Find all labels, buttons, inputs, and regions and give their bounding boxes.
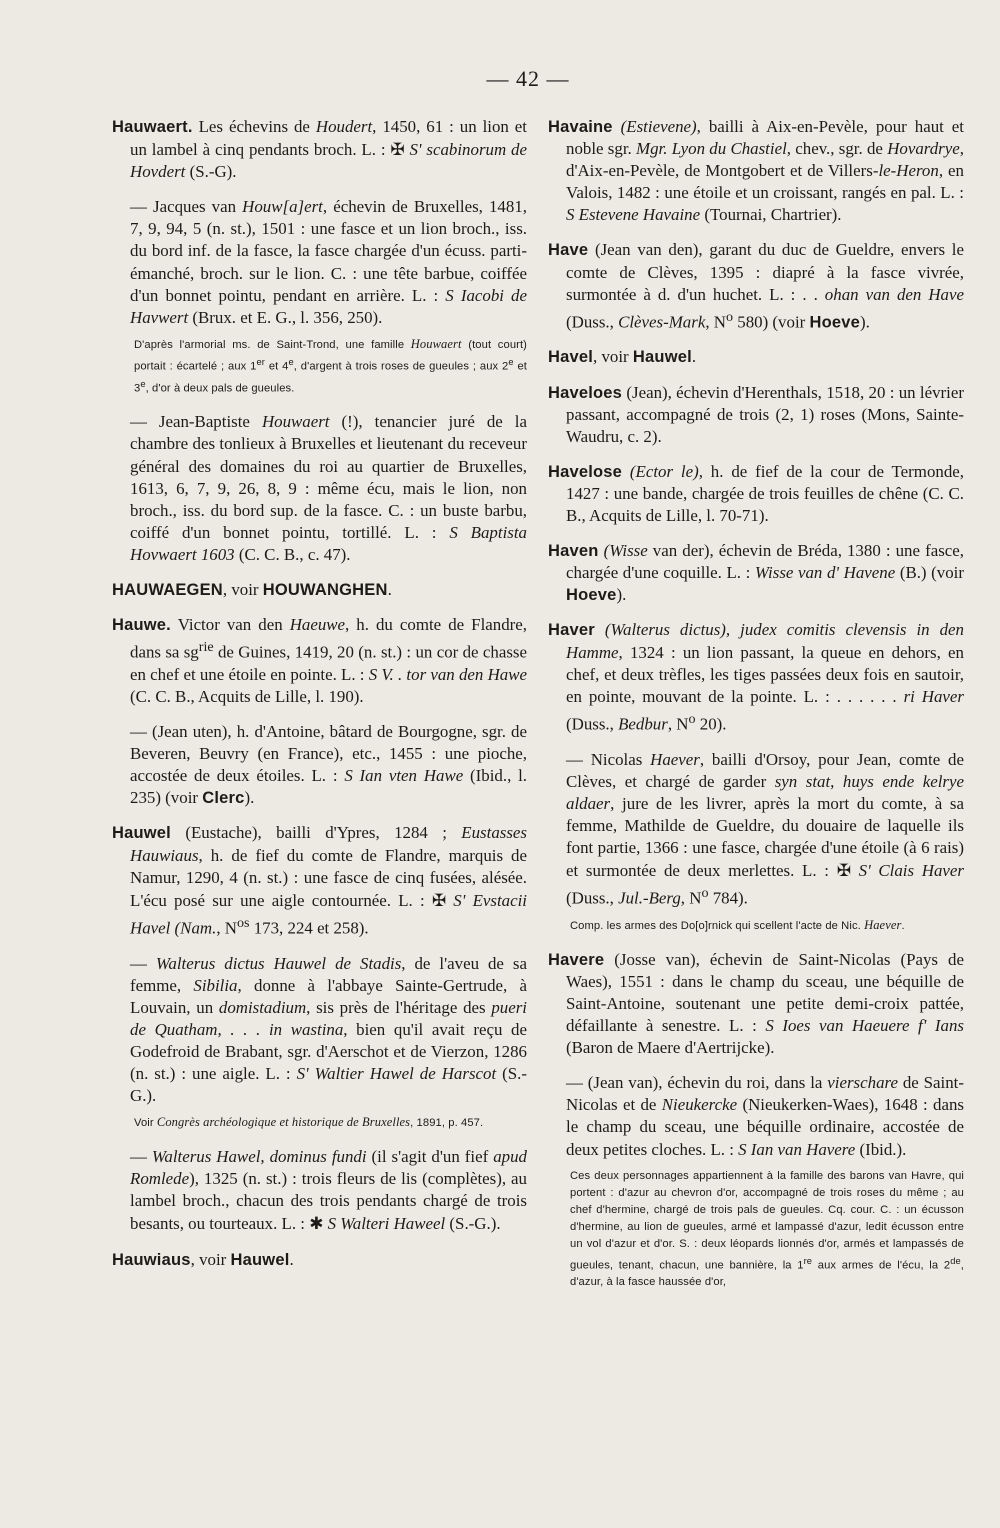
dictionary-entry: — Jacques van Houw[a]ert, échevin de Bruxelles, 1481, 7, 9, 94, 5 (n. st.), 1501 : une fasce et un lion broch., iss. du bord inf. de la fasce, la fasce chargée d'un écuss. parti-émanché, broch. sur le lion. C. : une tête barbue, coiffée d'un bonnet pointu, pendant en arrière. L. : S Iacobi de Havwert (Brux. et E. G., l. 356, 250). [130, 197, 527, 327]
left-column [112, 116, 527, 1284]
dictionary-entry: — Jean-Baptiste Houwaert (!), tenancier juré de la chambre des tonlieux à Bruxelles et lieutenant du receveur général des domaines du roi au quartier de Bruxelles, 1613, 6, 7, 9, 26, 8, 9 : même écu, mais le lion, non broch., iss. du bord sup. de la fasce. C. : un buste barbu, coiffé d'un bonnet pointu, tortillé. L. : S Baptista Hovwaert 1603 (C. C. B., c. 47). [130, 412, 527, 564]
footnote: Comp. les armes des Do[o]rnick qui scellent l'acte de Nic. Haever. [570, 917, 905, 932]
footnote: D'après l'armorial ms. de Saint-Trond, une famille Houwaert (tout court) portait : écartelé ; aux 1er et 4e, d'argent à trois roses de gueules ; aux 2e et 3e, d'or à deux pals de gueules. [134, 336, 527, 395]
dictionary-entry: Havelose (Ector le), h. de fief de la cour de Termonde, 1427 : une bande, chargée de trois feuilles de chêne (C. C. B., Acquits de Lille, l. 70-71). [548, 461, 964, 526]
dictionary-entry: Hauwaert. Les échevins de Houdert, 1450, 61 : un lion et un lambel à cinq pendants broch. L. : ✠ S' scabinorum de Hovdert (S.-G). [112, 117, 527, 182]
footnote: Voir Congrès archéologique et historique de Bruxelles, 1891, p. 457. [134, 1115, 484, 1130]
dictionary-entry: Havaine (Estievene), bailli à Aix-en-Pevèle, pour haut et noble sgr. Mgr. Lyon du Chastiel, chev., sgr. de Hovardrye, d'Aix-en-Pevèle, de Montgobert et de Villers-le-Heron, en Valois, 1482 : une étoile et un croissant, rangés en pal. L. : S Estevene Havaine (Tournai, Chartrier). [548, 117, 964, 225]
dictionary-entry: Hauwel (Eustache), bailli d'Ypres, 1284 ; Eustasses Hauwiaus, h. de fief du comte de Flandre, marquis de Namur, 1290, 4 (n. st.) : une fasce de cinq fusées, alésée. L'écu posé sur une aigle contournée. L. : ✠ S' Evstacii Havel (Nam., $N^{os}$ 173, 224 et 258). [112, 823, 527, 938]
dictionary-entry: — Walterus dictus Hauwel de Stadis, de l'aveu de sa femme, Sibilia, donne à l'abbaye Sainte-Gertrude, à Louvain, un domistadium, sis près de l'héritage des pueri de Quatham, . . . in wastina, bien qu'il avait reçu de Godefroid de Brabant, sgr. d'Aerschot et de Vierzon, 1286 (n. st.) : une aigle. L. : S' Waltier Hawel de Harscot (S.-G.). [130, 953, 527, 1106]
dictionary-entry: HAUWAEGEN, voir HOUWANGHEN. [112, 579, 392, 599]
dictionary-entry: Haver (Walterus dictus), judex comitis clevensis in den Hamme, 1324 : un lion passant, la queue en dehors, en chef, et deux trèfles, les tiges passées deux fois en sautoir, en pointe, mouvant de la pointe. L. : . . . . . . ri Haver (Duss., Bedbur, $N^o$ 20). [548, 620, 964, 734]
right-column [548, 116, 964, 1305]
page-number: — 42 — [486, 66, 570, 91]
dictionary-entry: Havere (Josse van), échevin de Saint-Nicolas (Pays de Waes), 1551 : dans le champ du sceau, une béquille de Saint-Antoine, soutenant une petite demi-croix pattée, défaillante à senestre. L. : S Ioes van Haeuere f' Ians (Baron de Maere d'Aertrijcke). [548, 949, 964, 1058]
dictionary-entry: Haven (Wisse van der), échevin de Bréda, 1380 : une fasce, chargée d'une coquille. L. : Wisse van d' Havene (B.) (voir Hoeve). [548, 541, 964, 605]
dictionary-entry: — Nicolas Haever, bailli d'Orsoy, pour Jean, comte de Clèves, et chargé de garder syn stat, huys ende kelrye aldaer, jure de les livrer, après la mort du comte, à sa femme, Mathilde de Gueldre, du douaire de laquelle ils font partie, 1366 : une fasce, chargée d'une étoile (à 6 rais) et surmontée de deux merlettes. L. : ✠ S' Clais Haver (Duss., Jul.-Berg, $N^o$ 784). [566, 749, 965, 908]
dictionary-entry: Hauwe. Victor van den Haeuwe, h. du comte de Flandre, dans sa $sg^{rie}$ de Guines, 1419, 20 (n. st.) : un cor de chasse en chef et une étoile en pointe. L. : S V. . tor van den Hawe (C. C. B., Acquits de Lille, l. 190). [112, 615, 527, 706]
dictionary-entry: Hauwiaus, voir Hauwel. [112, 1249, 294, 1269]
footnote: Ces deux personnages appartiennent à la famille des barons van Havre, qui portent : d'azur au chevron d'or, accompagné de trois roses du même ; au chef d'hermine, chargé de trois pals de gueules. Cq. cour. C. : un écusson d'hermine, au lion de gueules, armé et lampassé d'azur, ledit écusson entre un vol d'azur et d'or. S. : deux léopards lionnés d'or, armés et lampassés de gueules, tenant, chacun, une bannière, la 1re aux armes de l'écu, la 2de, d'azur, à la fasce haussée d'or, [570, 1169, 964, 1289]
dictionary-entry: Haveloes (Jean), échevin d'Herenthals, 1518, 20 : un lévrier passant, accompagné de trois (2, 1) roses (Mons, Sainte-Waudru, c. 2). [548, 382, 964, 446]
dictionary-entry: — Walterus Hawel, dominus fundi (il s'agit d'un fief apud Romlede), 1325 (n. st.) : trois fleurs de lis (complètes), au lambel broch., chacun des trois pendants chargé de trois besants, ou tourteaux. L. : ✱ S Walteri Haweel (S.-G.). [130, 1147, 527, 1234]
dictionary-entry: Have (Jean van den), garant du duc de Gueldre, envers le comte de Clèves, 1395 : diapré à la fasce vivrée, surmontée à d. d'un huchet. L. : . . ohan van den Have (Duss., Clèves-Mark, $N^o$ 580) (voir Hoeve). [548, 240, 964, 332]
dictionary-entry: Havel, voir Hauwel. [548, 347, 697, 367]
dictionary-entry: — (Jean van), échevin du roi, dans la vierschare de Saint-Nicolas et de Nieukercke (Nieukerken-Waes), 1648 : dans le champ du sceau, une béquille ordinaire, accostée de deux petites cloches. L. : S Ian van Havere (Ibid.). [566, 1073, 965, 1159]
dictionary-entry: — (Jean uten), h. d'Antoine, bâtard de Bourgogne, sgr. de Beveren, Beuvry (en France), etc., 1455 : une pioche, accostée de deux étoiles. L. : S Ian vten Hawe (Ibid., l. 235) (voir Clerc). [130, 722, 528, 808]
